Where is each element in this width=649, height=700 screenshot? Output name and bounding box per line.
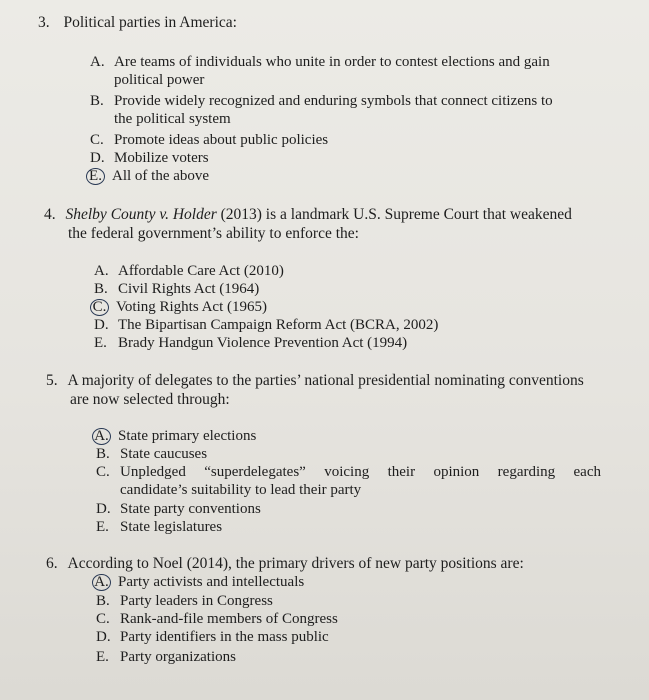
option-text: candidate’s suitability to lead their party xyxy=(120,482,362,498)
question-3-stem xyxy=(38,13,237,32)
option-a-line2 xyxy=(114,71,204,89)
option-b[interactable] xyxy=(96,445,207,463)
option-text: Are teams of individuals who unite in order to contest elections and gain xyxy=(114,54,550,70)
option-c[interactable] xyxy=(94,298,267,316)
option-letter: E. xyxy=(96,519,109,535)
question-number: 6. xyxy=(46,555,58,572)
question-text: According to Noel (2014), the primary drivers of new party positions are: xyxy=(67,555,524,572)
option-text: State primary elections xyxy=(118,428,257,444)
option-letter: B. xyxy=(96,593,110,609)
option-text: State party conventions xyxy=(120,501,261,517)
option-letter: C. xyxy=(96,611,110,627)
option-c-line1 xyxy=(120,463,601,481)
option-c-line2 xyxy=(120,481,361,499)
option-letter: B. xyxy=(94,281,108,297)
option-text: Party activists and intellectuals xyxy=(118,574,305,590)
option-c[interactable] xyxy=(96,610,338,628)
option-letter: C. xyxy=(96,464,110,480)
question-4-stem xyxy=(44,205,572,224)
question-text: (2013) is a landmark U.S. Supreme Court that weakened xyxy=(216,206,572,223)
option-d[interactable] xyxy=(96,500,261,518)
option-text: Voting Rights Act (1965) xyxy=(116,299,267,315)
option-a[interactable] xyxy=(90,53,550,71)
option-letter: E. xyxy=(94,335,107,351)
circled-answer-mark: C. xyxy=(90,299,109,316)
question-text: Political parties in America: xyxy=(63,14,237,31)
question-number: 5. xyxy=(46,372,58,389)
option-e[interactable] xyxy=(96,518,222,536)
question-4-stem-line2 xyxy=(68,224,359,243)
option-letter: B. xyxy=(90,93,104,109)
question-5-stem xyxy=(46,371,584,390)
option-text: Unpledged “superdelegates” voicing their opinion regarding each xyxy=(120,464,601,480)
option-letter: D. xyxy=(90,150,105,166)
option-text: All of the above xyxy=(112,168,210,184)
option-text: Mobilize voters xyxy=(114,150,209,166)
option-letter: A. xyxy=(94,263,109,279)
question-number: 4. xyxy=(44,206,56,223)
question-text: are now selected through: xyxy=(70,391,230,408)
option-text: State caucuses xyxy=(120,446,208,462)
option-d[interactable] xyxy=(94,316,438,334)
option-text: Civil Rights Act (1964) xyxy=(118,281,260,297)
option-c[interactable] xyxy=(90,131,328,149)
circled-answer-mark: E. xyxy=(86,168,105,185)
option-text: The Bipartisan Campaign Reform Act (BCRA, 2002) xyxy=(118,317,439,333)
option-letter: D. xyxy=(96,629,111,645)
option-text: Party organizations xyxy=(120,649,236,665)
option-text: Promote ideas about public policies xyxy=(114,132,329,148)
question-number: 3. xyxy=(38,14,50,31)
question-5-stem-line2 xyxy=(70,390,230,409)
option-letter: D. xyxy=(96,501,111,517)
option-text: Party identifiers in the mass public xyxy=(120,629,329,645)
option-text: Affordable Care Act (2010) xyxy=(118,263,284,279)
question-text: A majority of delegates to the parties’ national presidential nominating conventions xyxy=(67,372,584,389)
option-text: the political system xyxy=(114,111,231,127)
option-e[interactable] xyxy=(96,648,236,666)
option-d[interactable] xyxy=(96,628,329,646)
option-letter: C. xyxy=(90,132,104,148)
option-c[interactable] xyxy=(96,463,120,481)
option-letter: B. xyxy=(96,446,110,462)
option-b-line2 xyxy=(114,110,231,128)
option-letter: D. xyxy=(94,317,109,333)
option-letter: A. xyxy=(90,54,105,70)
option-b[interactable] xyxy=(94,280,259,298)
option-b[interactable] xyxy=(96,592,273,610)
case-name: Shelby County v. Holder xyxy=(65,206,217,223)
option-text: Party leaders in Congress xyxy=(120,593,273,609)
option-text: Provide widely recognized and enduring symbols that connect citizens to xyxy=(114,93,553,109)
option-letter: E. xyxy=(96,649,109,665)
option-e[interactable] xyxy=(94,334,407,352)
option-b[interactable] xyxy=(90,92,553,110)
option-text: State legislatures xyxy=(120,519,223,535)
option-text: Brady Handgun Violence Prevention Act (1994) xyxy=(118,335,408,351)
option-a[interactable] xyxy=(96,427,256,445)
circled-answer-mark: A. xyxy=(92,574,111,591)
question-6-stem xyxy=(46,554,524,573)
option-e[interactable] xyxy=(90,167,209,185)
option-text: Rank-and-file members of Congress xyxy=(120,611,338,627)
question-text: the federal government’s ability to enforce the: xyxy=(68,225,359,242)
option-a[interactable] xyxy=(96,573,304,591)
circled-answer-mark: A. xyxy=(92,428,111,445)
option-text: political power xyxy=(114,72,205,88)
option-a[interactable] xyxy=(94,262,284,280)
option-d[interactable] xyxy=(90,149,209,167)
